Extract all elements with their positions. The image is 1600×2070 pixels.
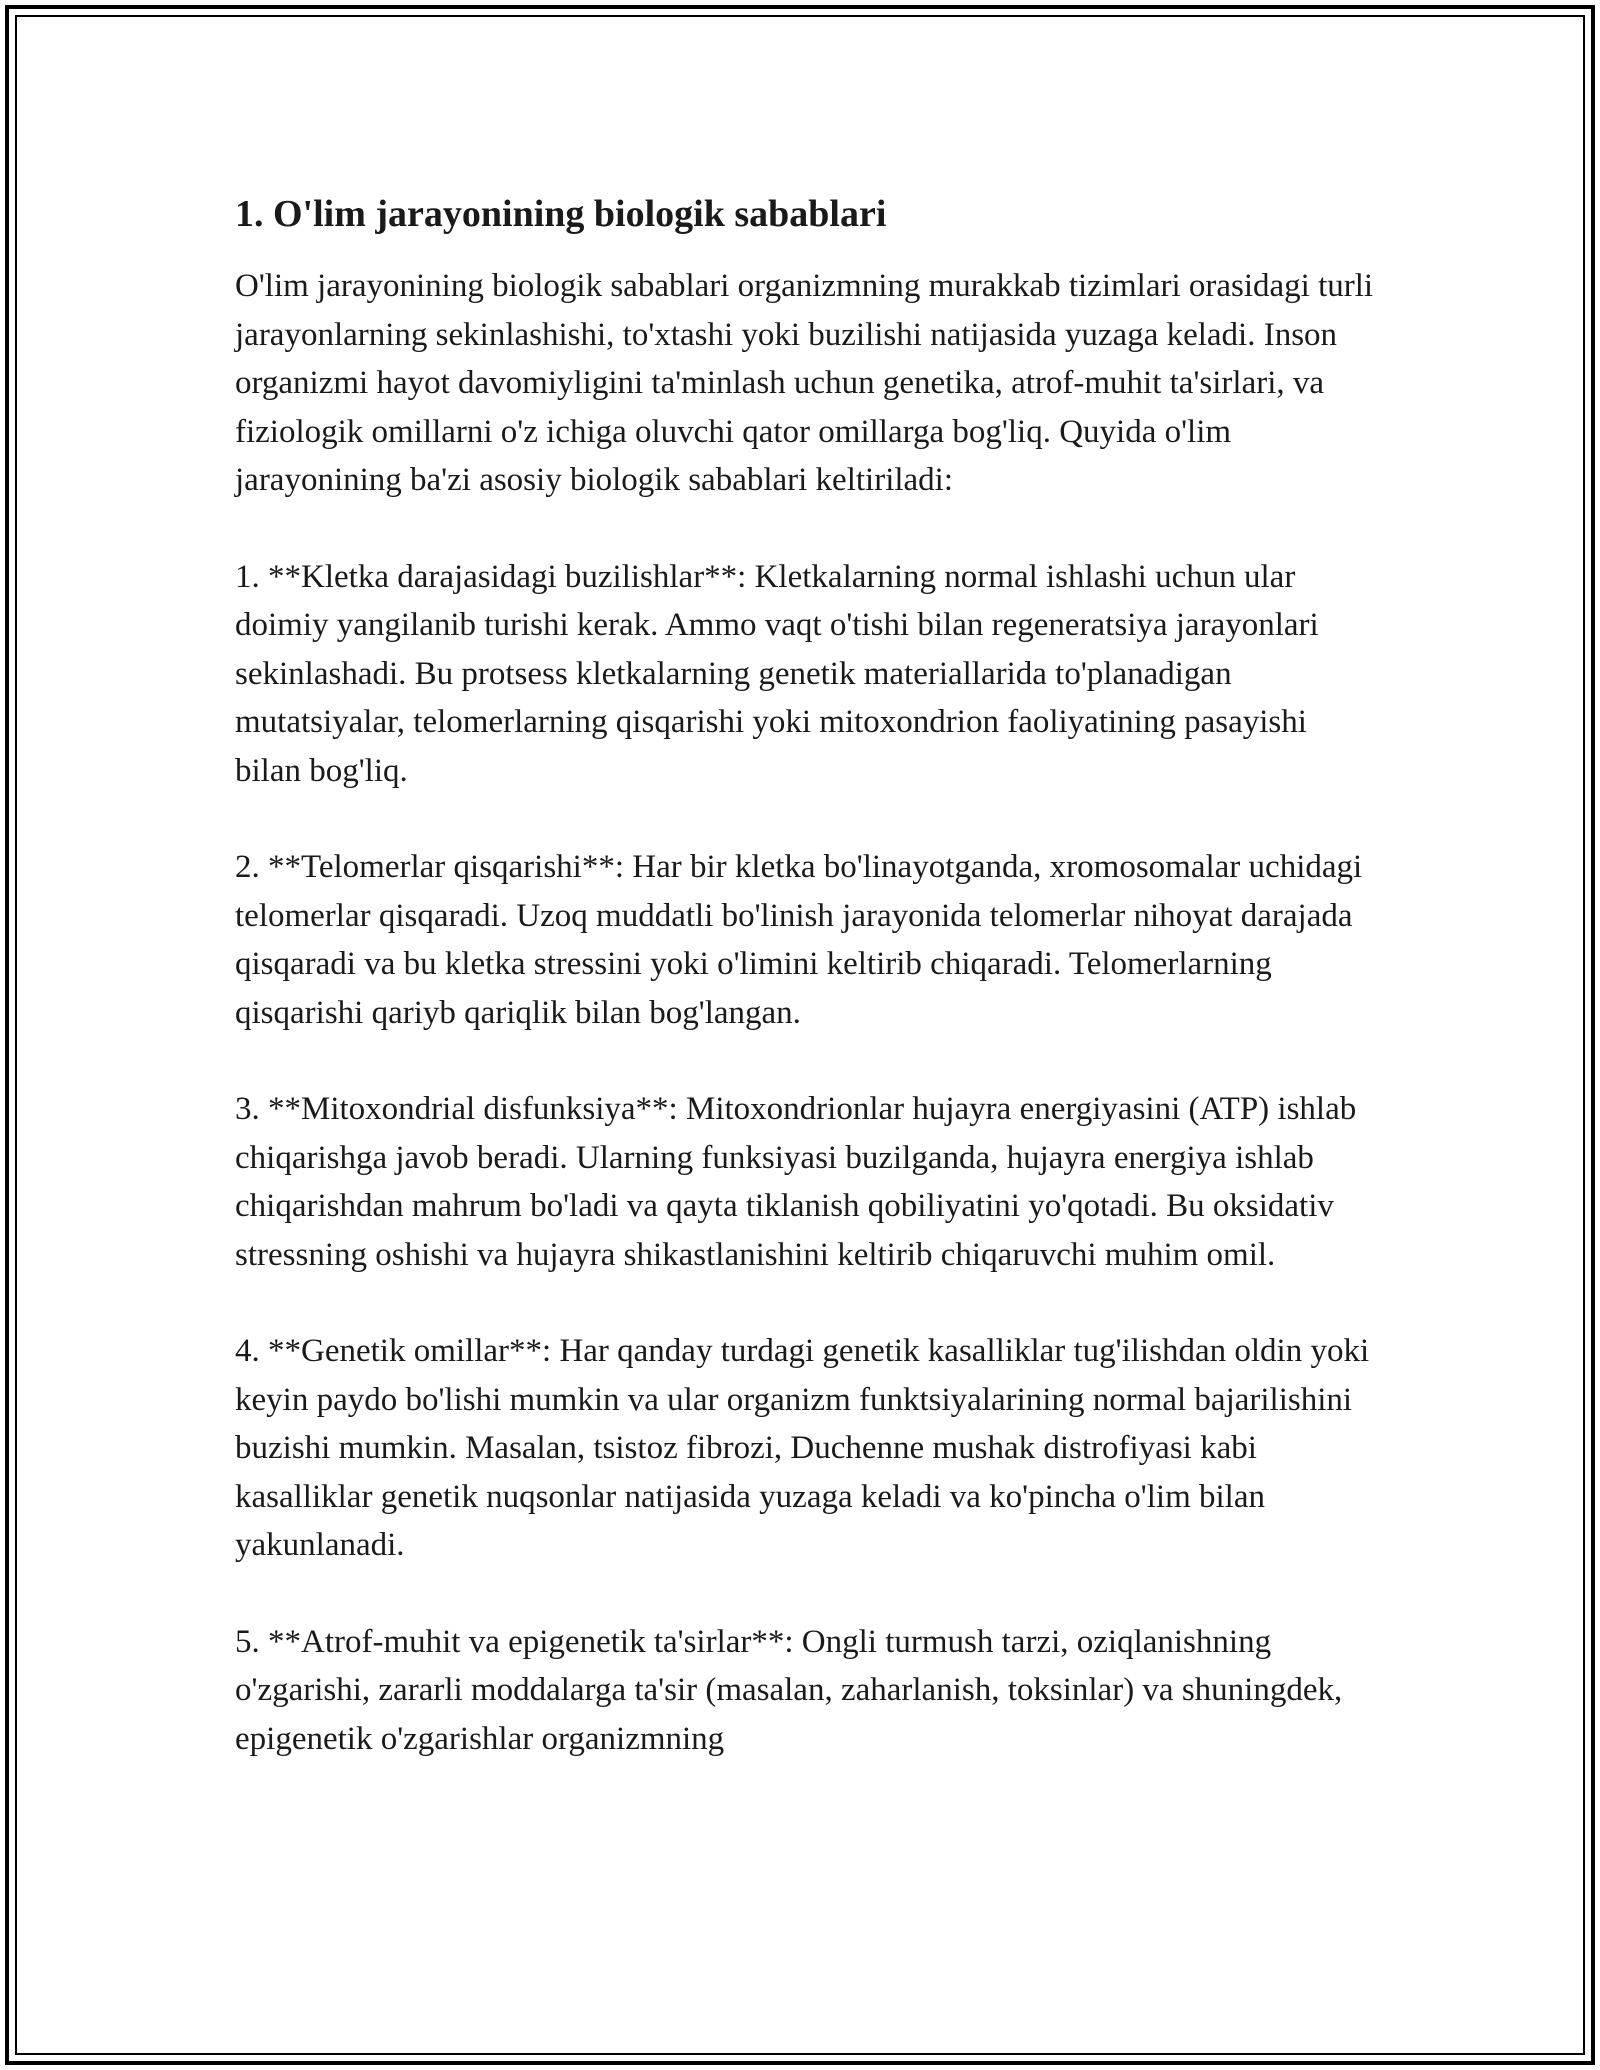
list-item-environmental-epigenetic: 5. **Atrof-muhit va epigenetik ta'sirlar**: Ongli turmush tarzi, oziqlanishning o'zgarishi, zararli moddalarga ta'sir (masalan, zaharlanish, toksinlar) va shuningdek, epigenetik o'zgarishlar organizmning (235, 1623, 1343, 1757)
list-item-telomere-shortening: 2. **Telomerlar qisqarishi**: Har bir kletka bo'linayotganda, xromosomalar uchidagi telomerlar qisqaradi. Uzoq muddatli bo'linish jarayonida telomerlar nihoyat darajada qisqaradi va bu kletka stressini yoki o'limini keltirib chiqaradi. Telomerlarning qisqarishi qariyb qariqlik bilan bog'langan. (235, 849, 1363, 1031)
list-item-genetic-factors: 4. **Genetik omillar**: Har qanday turdagi genetik kasalliklar tug'ilishdan oldin yoki keyin paydo bo'lishi mumkin va ular organizm funktsiyalarining normal bajarilishini buzishi mumkin. Masalan, tsistoz fibrozi, Duchenne mushak distrofiyasi kabi kasalliklar genetik nuqsonlar natijasida yuzaga keladi va ko'pincha o'lim bilan yakunlanadi. (235, 1333, 1370, 1563)
document-body (235, 188, 1380, 1811)
list-item-mitochondrial-dysfunction: 3. **Mitoxondrial disfunksiya**: Mitoxondrionlar hujayra energiyasini (ATP) ishlab chiqarishga javob beradi. Ularning funksiyasi buzilganda, hujayra energiya ishlab chiqarishdan mahrum bo'ladi va qayta tiklanish qobiliyatini yo'qotadi. Bu oksidativ stressning oshishi va hujayra shikastlanishini keltirib chiqaruvchi muhim omil. (235, 1091, 1357, 1273)
list-item-cell-damage: 1. **Kletka darajasidagi buzilishlar**: Kletkalarning normal ishlashi uchun ular doimiy yangilanib turishi kerak. Ammo vaqt o'tishi bilan regeneratsiya jarayonlari sekinlashadi. Bu protsess kletkalarning genetik materiallarida to'planadigan mutatsiyalar, telomerlarning qisqarishi yoki mitoxondrion faoliyatining pasayishi bilan bog'liq. (235, 558, 1319, 789)
page-title: 1. O'lim jarayonining biologik sabablari (235, 193, 887, 235)
intro-paragraph: O'lim jarayonining biologik sabablari organizmning murakkab tizimlari orasidagi turli jarayonlarning sekinlashishi, to'xtashi yoki buzilishi natijasida yuzaga keladi. Inson organizmi hayot davomiyligini ta'minlash uchun genetika, atrof-muhit ta'sirlari, va fiziologik omillarni o'z ichiga oluvchi qator omillarga bog'liq. Quyida o'lim jarayonining ba'zi asosiy biologik sabablari keltiriladi: (235, 268, 1374, 498)
